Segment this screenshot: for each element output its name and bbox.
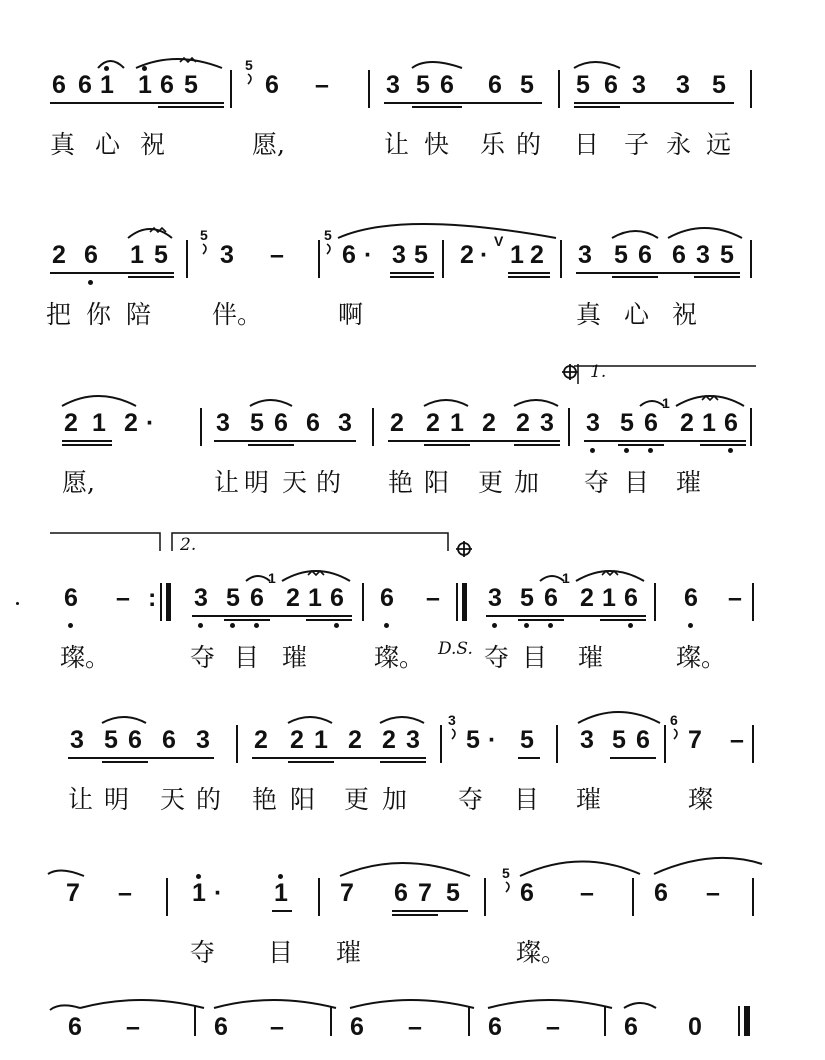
lyrics-row-1: 真 心 祝 愿, 让 快 乐 的 日 子 永 远	[50, 130, 732, 159]
lyrics-row-2: 把 你 陪 伴。 啊 真 心 祝	[46, 300, 698, 329]
notes-row-4: 6 – : 3 5 6 1 2 1 6 6 – 3 5 6 1 2 1 6 6 – 2.	[0, 583, 825, 631]
notes-row-2: 2 6 1 5 5 3 – 5 6 · 3 5 2 · V 1 2 3 5 6 6 3 5	[0, 240, 825, 288]
notes-row-5: 3 5 6 6 3 2 2 1 2 2 3 3 5 · 5 3 5 6 6 7 –	[0, 725, 825, 773]
notes-row-1: 6 6 1 1 6 5 5 6 – 3 5 6 6 5 5 6 3 3 5	[0, 70, 825, 118]
notes-row-6: 7 – 1 · 1 7 6 7 5 5 6 – 6 –	[0, 878, 825, 926]
stray-dot	[16, 602, 19, 605]
lyrics-row-4: 璨。 夺 目 璀 璨。 夺 目 璀 璨。 D.S.	[60, 639, 727, 672]
lyrics-row-6: 夺 目 璀 璨。	[190, 938, 567, 967]
lyrics-row-3: 愿, 让 明 天 的 艳 阳 更 加 夺 目 璀	[62, 468, 702, 497]
notes-row-3: 2 1 2 · 3 5 6 6 3 2 2 1 2 2 3 3 5 6 1 2 1 6 1.	[0, 408, 825, 456]
notes-row-7: 6 – 6 – 6 – 6 – 6 0	[0, 1012, 825, 1060]
lyrics-row-5: 让 明 天 的 艳 阳 更 加 夺 目 璀 璨	[68, 785, 714, 814]
